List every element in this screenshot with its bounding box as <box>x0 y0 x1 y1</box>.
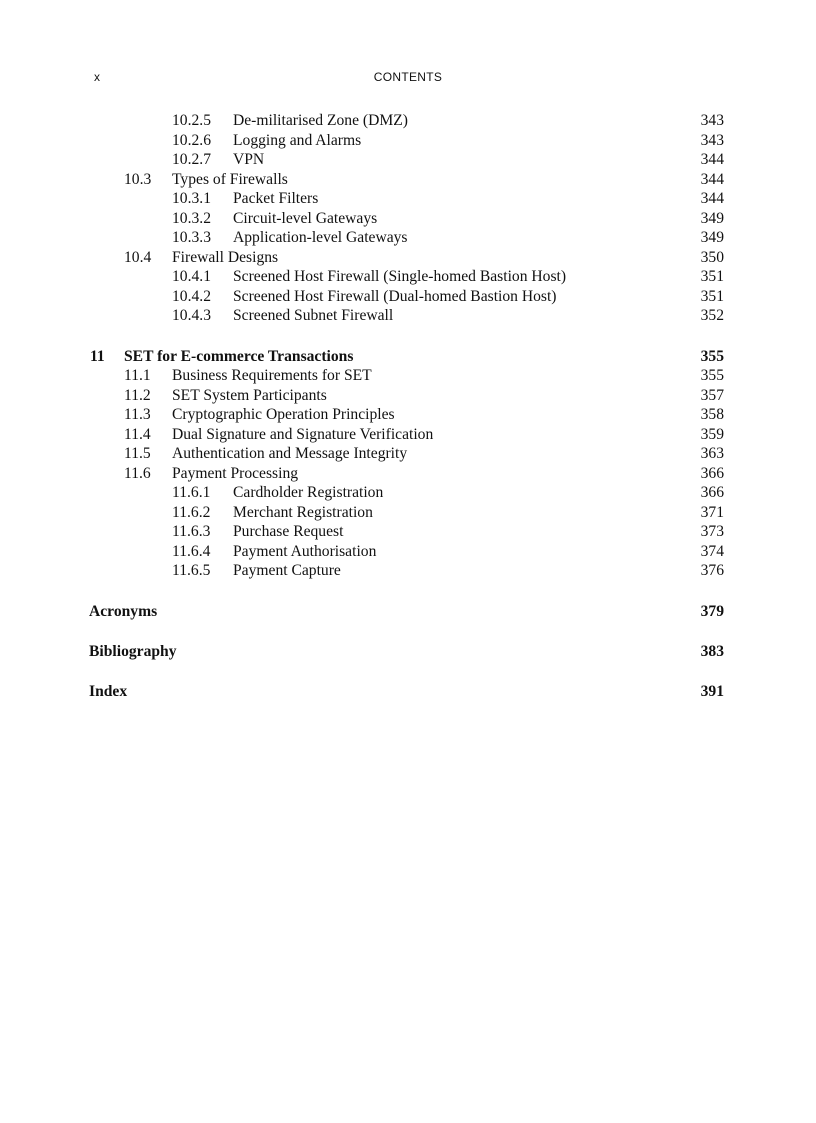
toc-entry-title: Firewall Designs <box>172 248 279 266</box>
toc-entry-number: 11.2 <box>124 386 151 404</box>
toc-entry-page: 349 <box>700 229 724 246</box>
toc-entry-page: 374 <box>700 542 724 560</box>
toc-entry-number: 11.5 <box>124 445 151 462</box>
toc-entry-10-2-7[interactable] <box>0 150 816 170</box>
toc-backmatter-title: Acronyms <box>89 602 158 620</box>
toc-entry-page: 344 <box>700 190 724 207</box>
page-folio: x <box>94 70 101 84</box>
toc-entry-title: Dual Signature and Signature Verification <box>172 425 434 443</box>
toc-entry-title: Application-level Gateways <box>233 229 408 246</box>
toc-entry-title: Merchant Registration <box>233 503 373 521</box>
toc-entry-title: De-militarised Zone (DMZ) <box>233 112 408 129</box>
spacer <box>0 326 816 347</box>
toc-entry-number: 10.2.7 <box>172 151 211 168</box>
toc-entry-number: 11.6 <box>124 464 151 482</box>
toc-entry-number: 10.3.2 <box>172 209 211 227</box>
toc-entry-title: SET System Participants <box>172 386 327 404</box>
toc-entry-10-4-3[interactable] <box>0 306 816 326</box>
spacer <box>0 581 816 602</box>
toc-entry-title: Circuit-level Gateways <box>233 209 378 227</box>
toc-entry-title: Screened Host Firewall (Dual-homed Bastion Host) <box>233 287 557 305</box>
toc-entry-number: 10.4.2 <box>172 287 211 305</box>
toc-entry-11-3[interactable] <box>0 405 816 425</box>
toc-entry-11-6-2[interactable] <box>0 503 816 523</box>
toc-entry-10-4-2[interactable] <box>0 287 816 307</box>
toc-entry-10-3[interactable] <box>0 170 816 190</box>
toc-entry-page: 351 <box>700 287 724 305</box>
toc-entry-number: 11.6.4 <box>172 542 211 560</box>
toc-entry-10-3-3[interactable] <box>0 228 816 248</box>
toc-acronyms[interactable] <box>0 602 816 622</box>
toc-entry-page: 352 <box>700 307 724 324</box>
toc-entry-number: 11.6.1 <box>172 484 211 501</box>
toc-entry-11-5[interactable] <box>0 444 816 464</box>
table-of-contents <box>0 111 816 701</box>
toc-entry-page: 349 <box>700 209 724 227</box>
toc-entry-11-2[interactable] <box>0 386 816 406</box>
toc-entry-number: 10.3 <box>124 170 152 188</box>
toc-entry-title: Payment Processing <box>172 464 299 482</box>
toc-entry-title: Purchase Request <box>233 523 344 540</box>
toc-chapter-number: 11 <box>90 347 105 365</box>
toc-entry-page: 344 <box>700 170 724 188</box>
spacer <box>0 621 816 642</box>
toc-entry-page: 351 <box>700 268 724 285</box>
toc-entry-11-6-1[interactable] <box>0 483 816 503</box>
toc-entry-11-6-5[interactable] <box>0 561 816 581</box>
toc-entry-number: 10.4.1 <box>172 268 211 285</box>
toc-entry-title: Packet Filters <box>233 190 319 207</box>
toc-entry-title: Logging and Alarms <box>233 131 362 149</box>
toc-entry-number: 10.2.5 <box>172 112 211 129</box>
toc-entry-page: 371 <box>700 503 724 521</box>
toc-entry-11-1[interactable] <box>0 366 816 386</box>
toc-entry-page: 373 <box>700 523 724 540</box>
toc-entry-title: Business Requirements for SET <box>172 367 372 384</box>
toc-entry-11-4[interactable] <box>0 425 816 445</box>
toc-entry-page: 357 <box>700 386 724 404</box>
toc-entry-number: 11.6.5 <box>172 562 211 579</box>
toc-entry-11-6[interactable] <box>0 464 816 484</box>
toc-backmatter-title: Bibliography <box>89 642 177 660</box>
toc-entry-10-4[interactable] <box>0 248 816 268</box>
toc-entry-page: 366 <box>700 484 724 501</box>
toc-entry-number: 11.3 <box>124 406 151 423</box>
spacer <box>0 661 816 682</box>
toc-entry-page: 343 <box>700 131 724 149</box>
toc-entry-title: Cryptographic Operation Principles <box>172 406 395 423</box>
toc-entry-title: Types of Firewalls <box>172 170 288 188</box>
toc-entry-page: 366 <box>700 464 724 482</box>
toc-backmatter-page: 391 <box>700 682 724 700</box>
toc-entry-number: 10.3.3 <box>172 229 211 246</box>
toc-entry-number: 11.6.2 <box>172 503 211 521</box>
toc-entry-10-3-2[interactable] <box>0 209 816 229</box>
toc-index[interactable] <box>0 682 816 702</box>
toc-entry-page: 355 <box>700 367 724 384</box>
toc-backmatter-title: Index <box>89 682 128 700</box>
toc-entry-number: 11.1 <box>124 367 151 384</box>
toc-entry-11-6-4[interactable] <box>0 542 816 562</box>
toc-entry-page: 343 <box>700 112 724 129</box>
toc-entry-11-6-3[interactable] <box>0 522 816 542</box>
running-head: CONTENTS <box>373 70 443 84</box>
toc-entry-title: Authentication and Message Integrity <box>172 445 408 462</box>
toc-entry-number: 10.4.3 <box>172 307 211 324</box>
toc-entry-10-4-1[interactable] <box>0 267 816 287</box>
toc-entry-title: Payment Capture <box>233 562 341 579</box>
toc-entry-title: Screened Subnet Firewall <box>233 307 394 324</box>
toc-entry-number: 11.6.3 <box>172 523 211 540</box>
toc-backmatter-page: 379 <box>700 602 724 620</box>
toc-entry-page: 376 <box>700 562 724 579</box>
toc-entry-10-3-1[interactable] <box>0 189 816 209</box>
toc-entry-title: Payment Authorisation <box>233 542 377 560</box>
toc-entry-title: Cardholder Registration <box>233 484 384 501</box>
toc-entry-page: 358 <box>700 406 724 423</box>
toc-bibliography[interactable] <box>0 642 816 662</box>
toc-chapter-page: 355 <box>700 347 724 365</box>
toc-entry-number: 10.2.6 <box>172 131 211 149</box>
toc-entry-number: 10.3.1 <box>172 190 211 207</box>
toc-entry-number: 10.4 <box>124 248 152 266</box>
toc-entry-number: 11.4 <box>124 425 151 443</box>
toc-entry-page: 363 <box>700 445 724 462</box>
page-header <box>92 70 724 88</box>
toc-entry-page: 359 <box>700 425 724 443</box>
toc-entry-title: VPN <box>233 151 265 168</box>
toc-entry-page: 350 <box>700 248 724 266</box>
toc-chapter-title: SET for E-commerce Transactions <box>124 347 354 365</box>
toc-entry-title: Screened Host Firewall (Single-homed Bastion Host) <box>233 268 567 285</box>
toc-chapter-11[interactable] <box>0 347 816 367</box>
toc-entry-page: 344 <box>700 151 724 168</box>
toc-entry-10-2-6[interactable] <box>0 131 816 151</box>
toc-entry-10-2-5[interactable] <box>0 111 816 131</box>
toc-backmatter-page: 383 <box>700 642 724 660</box>
